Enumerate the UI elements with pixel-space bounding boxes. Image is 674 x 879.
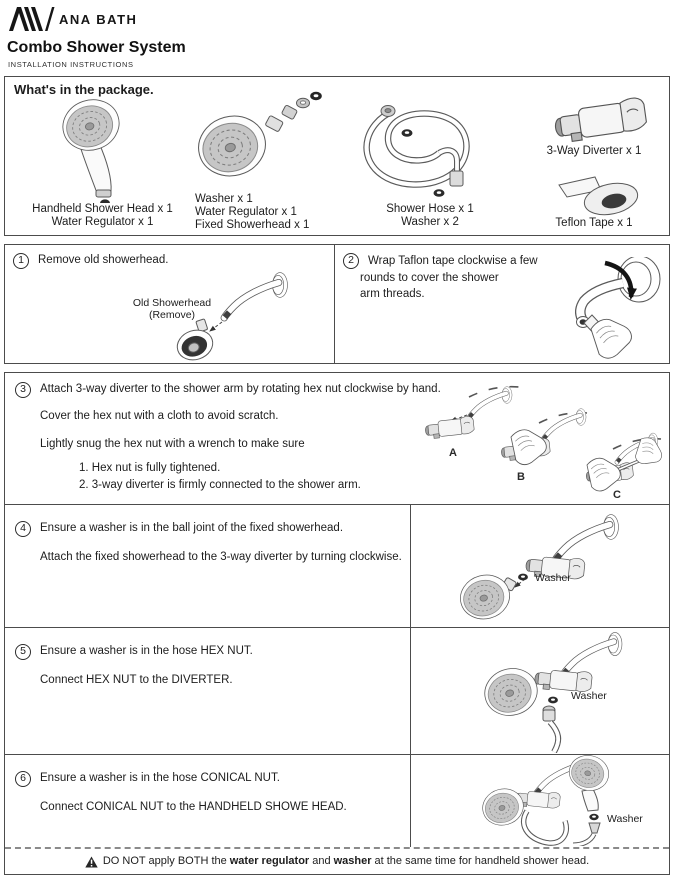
package-item-label: Water Regulator x 1 bbox=[51, 216, 154, 228]
step-2 bbox=[335, 245, 669, 363]
figure-label-b: B bbox=[517, 471, 525, 483]
step-text: Ensure a washer is in the hose HEX NUT. bbox=[40, 645, 253, 657]
three-way-diverter-illustration bbox=[545, 91, 663, 145]
warning-text: and bbox=[312, 855, 331, 867]
step-text: arm threads. bbox=[360, 288, 425, 301]
package-item-label: 3-Way Diverter x 1 bbox=[546, 145, 642, 157]
step-4-figure bbox=[411, 505, 669, 627]
step-text: Connect CONICAL NUT to the HANDHELD SHOWE HEAD. bbox=[40, 801, 347, 813]
brand-logo-icon bbox=[7, 6, 55, 32]
step-6-illustration bbox=[411, 755, 667, 846]
step-3-illustration bbox=[415, 375, 667, 503]
step-number-badge: 3 bbox=[15, 382, 31, 398]
steps-1-2-row bbox=[4, 244, 670, 364]
step-1 bbox=[5, 245, 335, 363]
step-text: Ensure a washer is in the ball joint of the fixed showerhead. bbox=[40, 522, 344, 534]
warning-icon bbox=[85, 856, 98, 868]
step-number-badge: 1 bbox=[13, 253, 29, 269]
package-item-label: Washer x 2 bbox=[401, 216, 459, 228]
step-number-badge: 5 bbox=[15, 644, 31, 660]
page-title: Combo Shower System bbox=[7, 39, 186, 56]
step-6-figure bbox=[411, 755, 669, 847]
figure-label: Washer bbox=[571, 690, 607, 702]
step-text: Ensure a washer is in the hose CONICAL NUT. bbox=[40, 772, 280, 784]
package-item-label: Handheld Shower Head x 1 bbox=[32, 203, 173, 215]
package-heading: What's in the package. bbox=[14, 82, 154, 97]
warning-text: DO NOT apply BOTH the bbox=[102, 855, 227, 867]
figure-label-a: A bbox=[449, 447, 457, 459]
brand-name: ANA BATH bbox=[59, 11, 138, 27]
handheld-shower-head-illustration bbox=[29, 91, 174, 203]
step-5-illustration bbox=[411, 628, 667, 753]
warning-text-bold: washer bbox=[333, 855, 372, 867]
step-subitem: 2. 3-way diverter is firmly connected to the shower arm. bbox=[79, 479, 361, 491]
package-item-label: Washer x 1 bbox=[195, 193, 253, 205]
figure-label: Washer bbox=[535, 572, 571, 584]
brand-logo bbox=[7, 4, 137, 34]
teflon-tape-illustration bbox=[553, 173, 653, 217]
step-text: Lightly snug the hex nut with a wrench to make sure bbox=[40, 438, 305, 450]
step-text: Attach the fixed showerhead to the 3-way diverter by turning clockwise. bbox=[40, 551, 402, 563]
step-number-badge: 2 bbox=[343, 253, 359, 269]
warning-text: at the same time for handheld shower head. bbox=[374, 855, 590, 867]
step-3 bbox=[5, 373, 669, 504]
package-item-label: Fixed Showerhead x 1 bbox=[195, 219, 310, 231]
step-5-figure bbox=[411, 628, 669, 754]
figure-label: Old Showerhead bbox=[132, 297, 212, 309]
package-item-label: Shower Hose x 1 bbox=[386, 203, 474, 215]
step-4-illustration bbox=[411, 505, 667, 626]
step-5-text bbox=[5, 628, 411, 754]
step-4 bbox=[5, 504, 669, 627]
figure-label: Washer bbox=[607, 813, 643, 825]
package-item-label: Water Regulator x 1 bbox=[195, 206, 297, 218]
step-6-text bbox=[5, 755, 411, 847]
step-5 bbox=[5, 627, 669, 754]
step-2-illustration bbox=[539, 257, 667, 363]
fixed-showerhead-illustration bbox=[170, 91, 328, 187]
step-subitem: 1. Hex nut is fully tightened. bbox=[79, 462, 221, 474]
figure-label: (Remove) bbox=[148, 309, 196, 321]
warning-text-bold: water regulator bbox=[229, 855, 310, 867]
step-text: rounds to cover the shower bbox=[360, 271, 499, 284]
figure-label-c: C bbox=[613, 489, 621, 501]
step-number-badge: 4 bbox=[15, 521, 31, 537]
step-text: Cover the hex nut with a cloth to avoid scratch. bbox=[40, 410, 279, 422]
step-text: Remove old showerhead. bbox=[38, 254, 169, 266]
header bbox=[7, 4, 137, 34]
steps-3-6-section bbox=[4, 372, 670, 875]
step-text: Wrap Taflon tape clockwise a few bbox=[368, 255, 538, 267]
package-item-label: Teflon Tape x 1 bbox=[555, 217, 633, 229]
step-text: Attach 3-way diverter to the shower arm by rotating hex nut clockwise by hand. bbox=[40, 383, 441, 395]
warning-bar bbox=[5, 847, 669, 873]
step-4-text bbox=[5, 505, 411, 627]
page-subtitle: INSTALLATION INSTRUCTIONS bbox=[8, 60, 134, 69]
step-6 bbox=[5, 754, 669, 847]
package-section bbox=[4, 76, 670, 236]
step-number-badge: 6 bbox=[15, 771, 31, 787]
step-text: Connect HEX NUT to the DIVERTER. bbox=[40, 674, 233, 686]
step-3-figure bbox=[415, 375, 667, 503]
shower-hose-illustration bbox=[349, 93, 509, 201]
